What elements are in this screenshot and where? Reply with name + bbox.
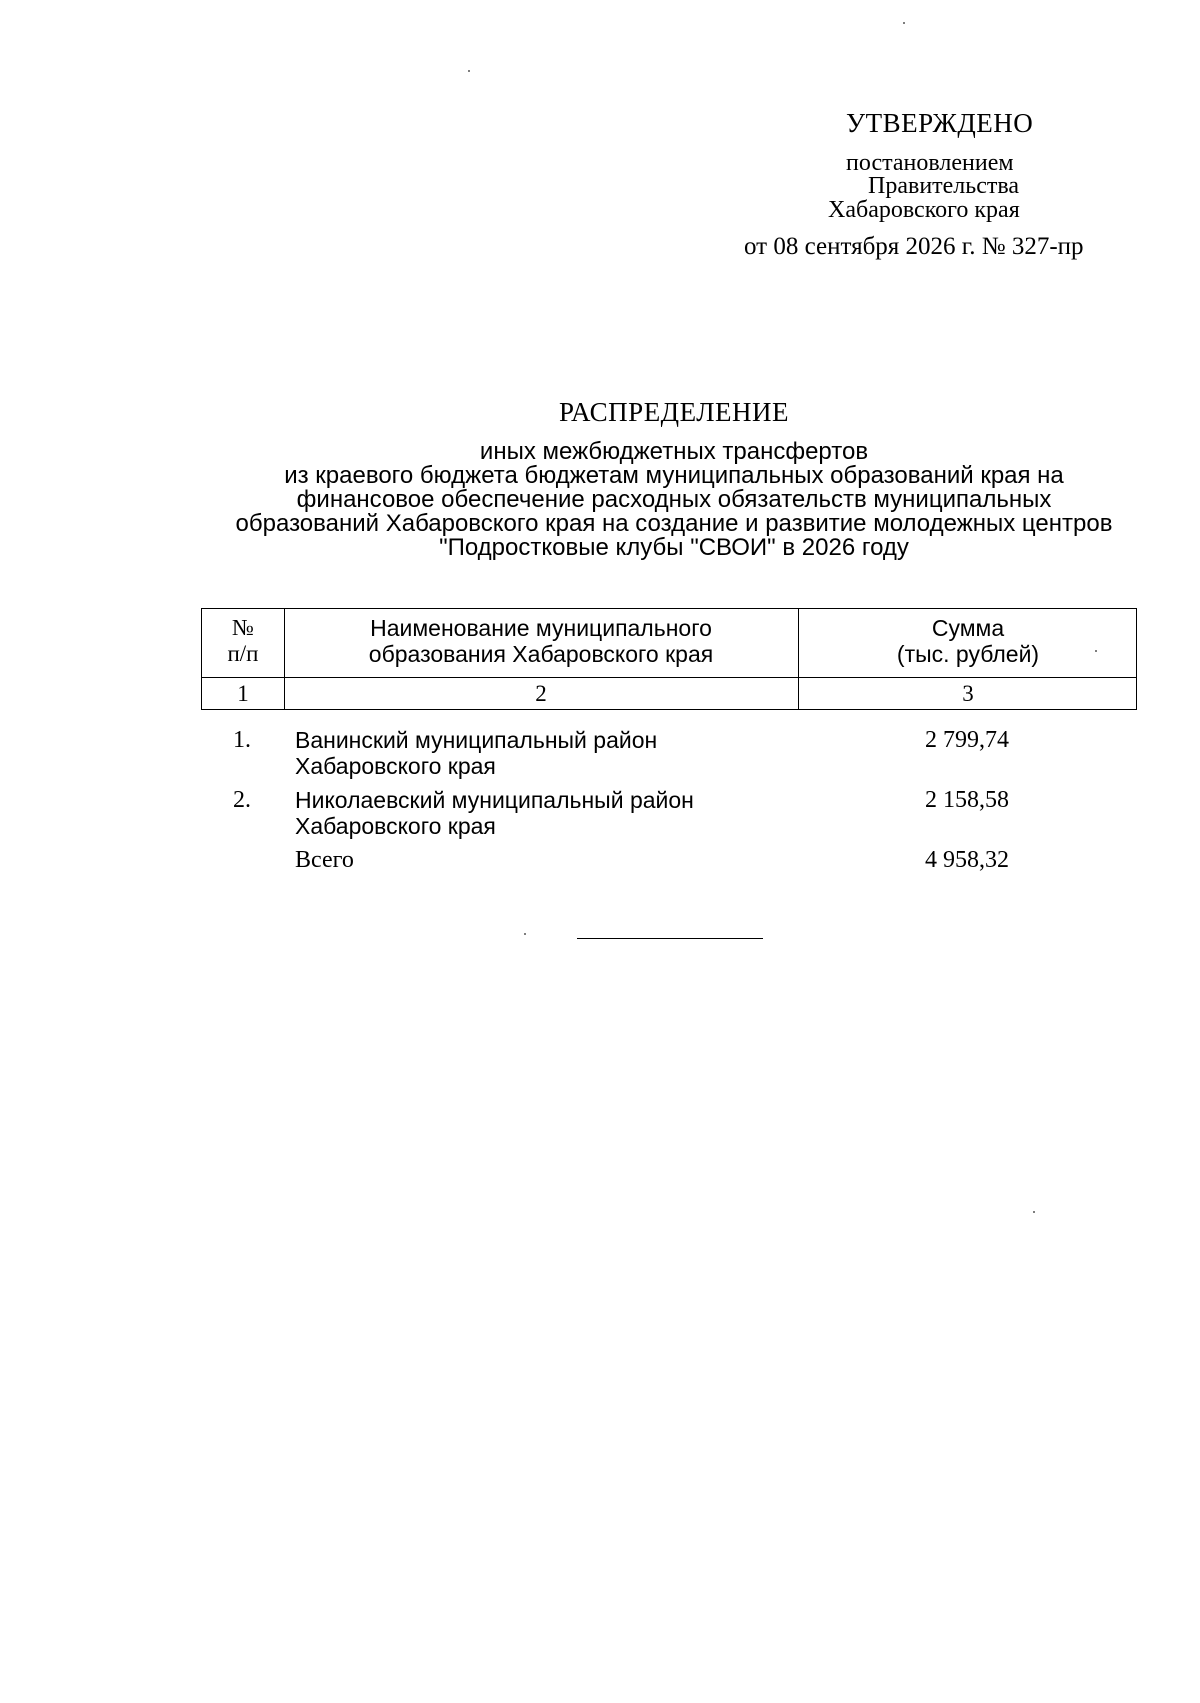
header-cell-name: [284, 615, 798, 667]
column-number: 2: [535, 681, 547, 706]
scan-speck: [1095, 650, 1097, 652]
approval-line: Правительства: [868, 173, 1020, 199]
header-divider: [202, 677, 1136, 678]
header-text: Наименование муниципального: [370, 615, 712, 641]
municipality-name-line: Хабаровского края: [295, 753, 496, 779]
row-number: 1.: [233, 727, 251, 753]
municipality-name-line: Ванинский муниципальный район: [295, 727, 658, 753]
municipality-name: [295, 727, 795, 779]
document-subtitle-line: "Подростковые клубы "СВОИ" в 2026 году: [439, 534, 909, 561]
approval-line: постановлением: [846, 150, 1014, 176]
column-number: 1: [237, 681, 249, 706]
table-header: [201, 608, 1137, 710]
document-title: РАСПРЕДЕЛЕНИЕ: [558, 397, 790, 427]
scan-speck: [468, 70, 470, 72]
header-cell-sum: [798, 615, 1138, 667]
total-sum: 4 958,32: [925, 847, 1009, 873]
municipality-name: [295, 787, 795, 839]
row-sum: 2 799,74: [925, 727, 1009, 753]
closing-rule: [577, 938, 763, 939]
total-label: Всего: [295, 847, 354, 873]
scan-speck: [903, 22, 905, 24]
scan-speck: [1033, 1211, 1035, 1213]
header-cell-number: [202, 615, 284, 667]
header-text: п/п: [227, 641, 259, 666]
document-subtitle-line: из краевого бюджета бюджетам муниципальных образований края на: [284, 462, 1064, 489]
scan-speck: [524, 933, 526, 935]
approval-date-number: от 08 сентября 2026 г. № 327-пр: [744, 233, 1084, 260]
row-sum: 2 158,58: [925, 787, 1009, 813]
document-subtitle-line: образований Хабаровского края на создание и развитие молодежных центров: [235, 510, 1113, 537]
approval-line: Хабаровского края: [828, 197, 1020, 223]
column-number: 3: [962, 681, 974, 706]
header-text: Сумма: [931, 615, 1005, 641]
row-number: 2.: [233, 787, 251, 813]
document-subtitle-line: финансовое обеспечение расходных обязательств муниципальных: [296, 486, 1052, 513]
document-subtitle-line: иных межбюджетных трансфертов: [479, 438, 869, 465]
municipality-name-line: Хабаровского края: [295, 813, 496, 839]
header-text: №: [232, 615, 254, 640]
header-text: (тыс. рублей): [896, 641, 1040, 667]
approval-heading: УТВЕРЖДЕНО: [846, 108, 1034, 138]
municipality-name-line: Николаевский муниципальный район: [295, 787, 694, 813]
header-text: образования Хабаровского края: [368, 641, 714, 667]
